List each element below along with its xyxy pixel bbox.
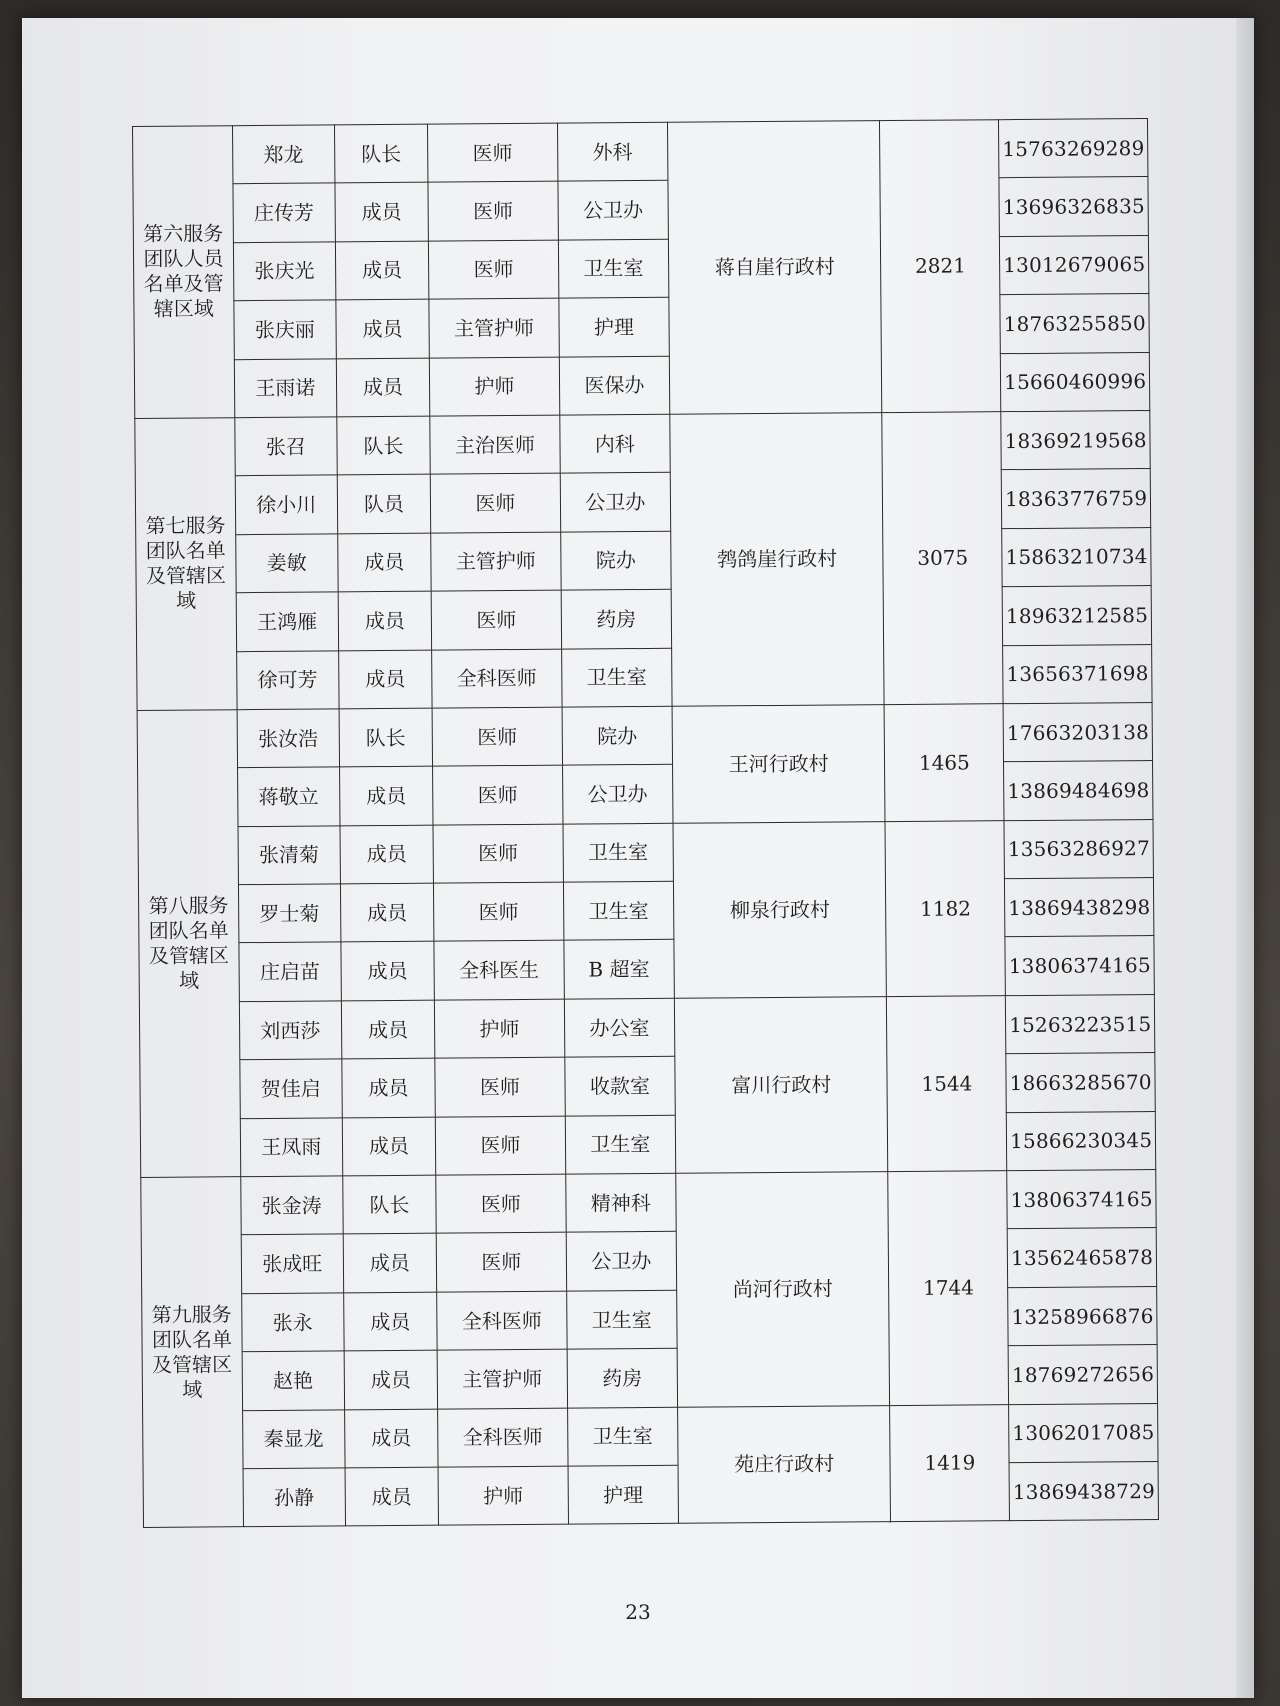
member-dept-cell: 药房 <box>567 1348 678 1407</box>
member-phone-cell: 18963212585 <box>1002 586 1151 646</box>
member-name-cell: 孙静 <box>243 1468 345 1527</box>
member-role-cell: 成员 <box>336 299 430 358</box>
member-title-cell: 医师 <box>436 1174 566 1233</box>
table-row <box>133 119 1148 185</box>
member-role-cell: 成员 <box>338 591 432 650</box>
table-row <box>141 1170 1156 1236</box>
member-dept-cell: 卫生室 <box>558 239 669 298</box>
member-name-cell: 徐可芳 <box>236 650 338 709</box>
member-title-cell: 医师 <box>433 765 563 824</box>
member-title-cell: 医师 <box>435 1057 565 1116</box>
member-name-cell: 张庆丽 <box>234 300 336 359</box>
member-dept-cell: 护理 <box>568 1465 679 1524</box>
table-row <box>143 1403 1158 1469</box>
service-team-table <box>132 118 1159 1528</box>
member-name-cell: 张召 <box>235 417 337 476</box>
member-dept-cell: 公卫办 <box>562 765 673 824</box>
member-phone-cell: 18763255850 <box>1000 294 1149 354</box>
member-title-cell: 医师 <box>431 590 561 649</box>
page-edge <box>1236 18 1254 1698</box>
member-title-cell: 医师 <box>435 1116 565 1175</box>
member-name-cell: 张汝浩 <box>237 709 339 768</box>
member-title-cell: 医师 <box>430 473 560 532</box>
member-phone-cell: 17663203138 <box>1003 702 1152 762</box>
member-role-cell: 成员 <box>345 1467 439 1526</box>
village-name-cell: 苑庄行政村 <box>678 1405 891 1523</box>
member-phone-cell: 13806374165 <box>1005 936 1154 996</box>
member-dept-cell: 卫生室 <box>567 1407 678 1466</box>
member-name-cell: 王鸿雁 <box>236 592 338 651</box>
village-population-cell: 3075 <box>882 412 1003 705</box>
member-title-cell: 主管护师 <box>429 298 559 357</box>
member-role-cell: 成员 <box>339 766 433 825</box>
member-name-cell: 张金涛 <box>241 1176 343 1235</box>
member-dept-cell: 院办 <box>562 706 673 765</box>
member-dept-cell: 精神科 <box>565 1173 676 1232</box>
document-page <box>22 18 1254 1698</box>
table-row <box>139 994 1154 1060</box>
member-title-cell: 医师 <box>436 1233 566 1292</box>
team-title-cell: 第九服务团队名单及管辖区域 <box>141 1177 244 1528</box>
member-role-cell: 成员 <box>337 533 431 592</box>
member-name-cell: 秦显龙 <box>242 1409 344 1468</box>
member-title-cell: 全科医师 <box>438 1408 568 1467</box>
member-role-cell: 成员 <box>343 1234 437 1293</box>
member-phone-cell: 18769272656 <box>1008 1345 1157 1405</box>
member-title-cell: 医师 <box>432 707 562 766</box>
member-phone-cell: 15660460996 <box>1001 352 1150 412</box>
member-dept-cell: 卫生室 <box>561 648 672 707</box>
member-role-cell: 队长 <box>339 708 433 767</box>
member-name-cell: 贺佳启 <box>240 1059 342 1118</box>
member-phone-cell: 13012679065 <box>1000 235 1149 295</box>
member-dept-cell: 收款室 <box>564 1057 675 1116</box>
team-title-cell: 第六服务团队人员名单及管辖区域 <box>133 126 235 419</box>
member-role-cell: 队长 <box>337 416 431 475</box>
member-title-cell: 主管护师 <box>431 532 561 591</box>
member-phone-cell: 18663285670 <box>1006 1053 1155 1113</box>
village-name-cell: 鹁鸽崖行政村 <box>670 413 885 707</box>
member-dept-cell: 办公室 <box>564 998 675 1057</box>
member-name-cell: 王凤雨 <box>240 1118 342 1177</box>
member-role-cell: 成员 <box>344 1409 438 1468</box>
member-role-cell: 成员 <box>340 825 434 884</box>
member-phone-cell: 15763269289 <box>999 119 1148 179</box>
village-name-cell: 王河行政村 <box>672 705 885 823</box>
member-phone-cell: 15866230345 <box>1007 1111 1156 1171</box>
member-name-cell: 张成旺 <box>241 1234 343 1293</box>
member-phone-cell: 13258966876 <box>1008 1286 1157 1346</box>
member-dept-cell: 公卫办 <box>560 473 671 532</box>
member-dept-cell: 医保办 <box>559 356 670 415</box>
member-dept-cell: 卫生室 <box>563 881 674 940</box>
member-phone-cell: 13656371698 <box>1003 644 1152 704</box>
member-name-cell: 刘西莎 <box>239 1001 341 1060</box>
member-role-cell: 成员 <box>342 1117 436 1176</box>
village-population-cell: 1465 <box>884 704 1004 822</box>
member-title-cell: 全科医师 <box>437 1291 567 1350</box>
member-name-cell: 王雨诺 <box>234 358 336 417</box>
member-role-cell: 成员 <box>338 650 432 709</box>
member-dept-cell: 护理 <box>559 297 670 356</box>
member-dept-cell: 卫生室 <box>563 823 674 882</box>
member-title-cell: 医师 <box>433 824 563 883</box>
member-phone-cell: 18363776759 <box>1002 469 1151 529</box>
member-name-cell: 张清菊 <box>238 826 340 885</box>
member-title-cell: 全科医师 <box>432 649 562 708</box>
member-role-cell: 成员 <box>344 1350 438 1409</box>
member-dept-cell: 院办 <box>560 531 671 590</box>
table-row <box>135 410 1150 476</box>
team-title-cell: 第八服务团队名单及管辖区域 <box>137 710 240 1178</box>
member-name-cell: 庄传芳 <box>233 183 335 242</box>
member-dept-cell: 内科 <box>559 414 670 473</box>
member-role-cell: 成员 <box>336 358 430 417</box>
village-population-cell: 1182 <box>885 820 1005 996</box>
village-name-cell: 富川行政村 <box>674 996 888 1173</box>
member-title-cell: 护师 <box>429 357 559 416</box>
member-phone-cell: 13696326835 <box>999 177 1148 237</box>
village-name-cell: 蒋自崖行政村 <box>668 121 883 415</box>
member-phone-cell: 15263223515 <box>1006 994 1155 1054</box>
page-number: 23 <box>625 1600 651 1624</box>
member-phone-cell: 15863210734 <box>1002 527 1151 587</box>
member-name-cell: 郑龙 <box>232 125 334 184</box>
team-title-cell: 第七服务团队名单及管辖区域 <box>135 418 237 711</box>
member-title-cell: 医师 <box>428 182 558 241</box>
table-row <box>138 819 1153 885</box>
member-dept-cell: 药房 <box>561 589 672 648</box>
member-phone-cell: 13869438729 <box>1009 1461 1158 1521</box>
member-name-cell: 罗士菊 <box>238 884 340 943</box>
table-body <box>133 119 1159 1528</box>
village-name-cell: 尚河行政村 <box>676 1172 890 1407</box>
member-phone-cell: 13563286927 <box>1004 819 1153 879</box>
member-dept-cell: 卫生室 <box>565 1115 676 1174</box>
member-title-cell: 主管护师 <box>437 1349 567 1408</box>
village-population-cell: 1544 <box>887 996 1007 1172</box>
member-dept-cell: 卫生室 <box>566 1290 677 1349</box>
member-name-cell: 张永 <box>241 1293 343 1352</box>
member-role-cell: 成员 <box>343 1292 437 1351</box>
village-population-cell: 1419 <box>890 1404 1010 1522</box>
member-dept-cell: 外科 <box>557 122 668 181</box>
member-title-cell: 医师 <box>429 240 559 299</box>
village-name-cell: 柳泉行政村 <box>673 821 887 998</box>
member-name-cell: 姜敏 <box>236 534 338 593</box>
member-name-cell: 赵艳 <box>242 1351 344 1410</box>
village-population-cell: 1744 <box>888 1171 1009 1405</box>
member-phone-cell: 13062017085 <box>1009 1403 1158 1463</box>
member-dept-cell: B 超室 <box>564 940 675 999</box>
member-title-cell: 医师 <box>434 882 564 941</box>
member-name-cell: 庄启苗 <box>239 942 341 1001</box>
member-name-cell: 蒋敬立 <box>237 767 339 826</box>
member-role-cell: 队员 <box>337 475 431 534</box>
member-dept-cell: 公卫办 <box>566 1232 677 1291</box>
member-dept-cell: 公卫办 <box>558 181 669 240</box>
table-row <box>137 702 1152 768</box>
member-phone-cell: 13562465878 <box>1007 1228 1156 1288</box>
member-role-cell: 成员 <box>342 1058 436 1117</box>
member-title-cell: 医师 <box>428 123 558 182</box>
member-title-cell: 主治医师 <box>430 415 560 474</box>
member-role-cell: 队长 <box>334 124 428 183</box>
member-role-cell: 成员 <box>341 942 435 1001</box>
member-name-cell: 张庆光 <box>233 242 335 301</box>
member-phone-cell: 13869438298 <box>1005 878 1154 938</box>
member-title-cell: 护师 <box>438 1466 568 1525</box>
member-role-cell: 成员 <box>335 183 429 242</box>
member-title-cell: 护师 <box>435 999 565 1058</box>
member-name-cell: 徐小川 <box>235 475 337 534</box>
member-title-cell: 全科医生 <box>434 941 564 1000</box>
member-role-cell: 成员 <box>340 883 434 942</box>
member-phone-cell: 13869484698 <box>1004 761 1153 821</box>
member-phone-cell: 13806374165 <box>1007 1170 1156 1230</box>
member-role-cell: 成员 <box>341 1000 435 1059</box>
member-phone-cell: 18369219568 <box>1001 410 1150 470</box>
member-role-cell: 成员 <box>335 241 429 300</box>
member-role-cell: 队长 <box>342 1175 436 1234</box>
village-population-cell: 2821 <box>880 120 1001 413</box>
